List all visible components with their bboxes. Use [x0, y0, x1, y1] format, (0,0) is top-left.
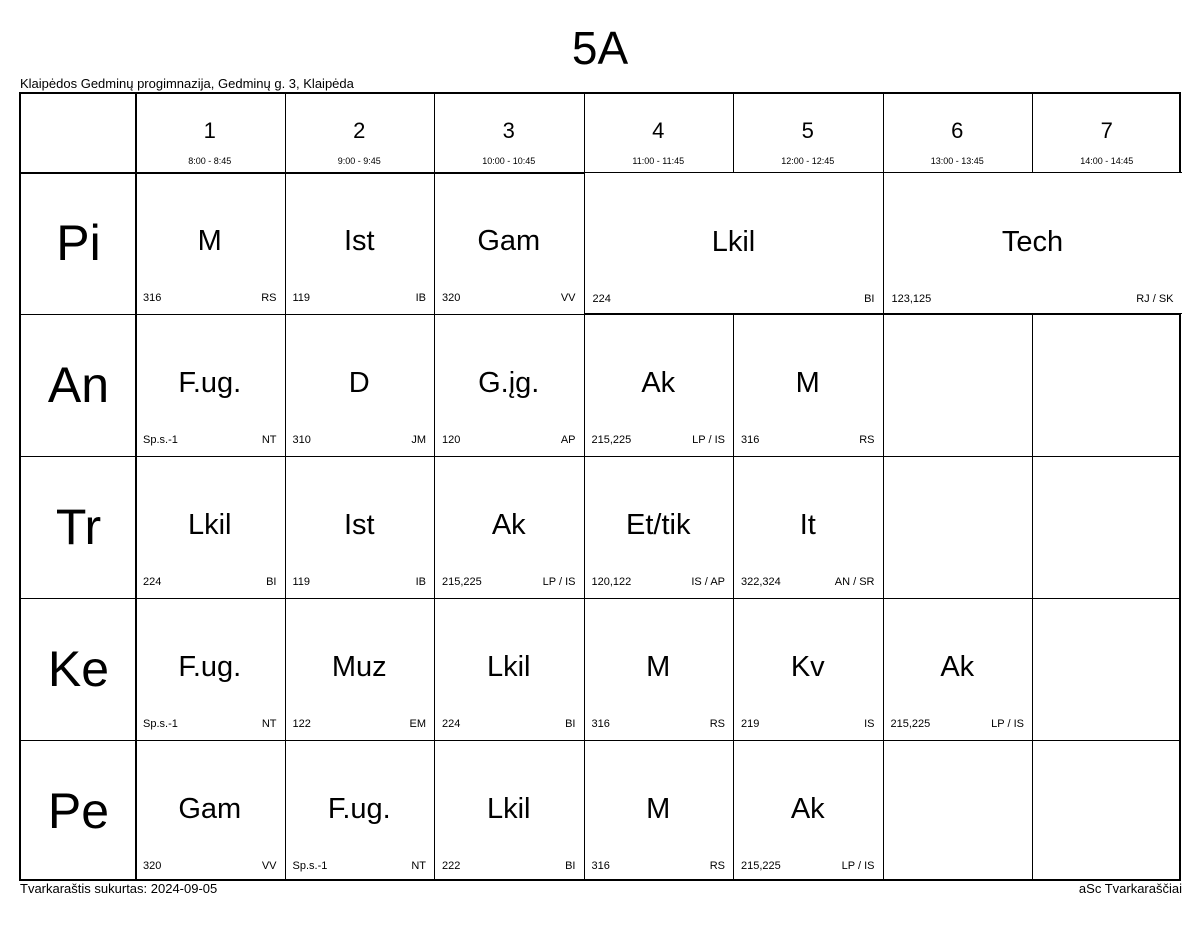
lesson-teacher: BI	[565, 718, 576, 730]
lesson-cell[interactable]	[285, 314, 435, 456]
lesson-cell[interactable]	[584, 456, 734, 598]
lesson-teacher: IS	[864, 718, 875, 730]
lesson-teacher: RS	[709, 860, 725, 872]
lesson-cell[interactable]	[285, 456, 435, 598]
lesson-cell[interactable]	[285, 740, 435, 882]
lesson-cell[interactable]	[135, 740, 285, 882]
lesson-room: 215,225	[890, 718, 931, 730]
lesson-subject: Kv	[790, 651, 825, 683]
lesson-room: 224	[442, 718, 461, 730]
lesson-subject: Muz	[331, 651, 387, 683]
lesson-subject: Gam	[178, 793, 242, 825]
lesson-room: Sp.s.-1	[292, 860, 328, 872]
lesson-subject: Ist	[343, 225, 375, 257]
period-time: 8:00 - 8:45	[188, 156, 232, 166]
lesson-teacher: IS / AP	[691, 576, 725, 588]
lesson-subject: Lkil	[486, 793, 531, 825]
lesson-room: 320	[442, 292, 461, 304]
day-label: An	[47, 357, 110, 413]
lesson-room: 119	[292, 576, 311, 588]
lesson-subject: F.ug.	[178, 651, 242, 683]
lesson-room: 120,122	[591, 576, 632, 588]
day-label: Pi	[56, 215, 101, 271]
period-time: 14:00 - 14:45	[1080, 156, 1134, 166]
lesson-teacher: NT	[411, 860, 426, 872]
lesson-subject: Ist	[343, 509, 375, 541]
day-label: Pe	[47, 783, 110, 839]
lesson-subject: F.ug.	[327, 793, 391, 825]
lesson-teacher: LP / IS	[692, 434, 725, 446]
lesson-subject: D	[348, 367, 370, 399]
lesson-subject: Lkil	[187, 509, 232, 541]
lesson-room: 215,225	[741, 860, 781, 872]
lesson-teacher: AN / SR	[834, 576, 875, 588]
lesson-cell[interactable]	[584, 172, 883, 314]
period-number: 2	[353, 118, 366, 143]
lesson-subject: Gam	[477, 225, 541, 257]
lesson-teacher: NT	[261, 718, 277, 730]
lesson-teacher: EM	[409, 718, 426, 730]
lesson-cell[interactable]	[733, 314, 883, 456]
lesson-room: 215,225	[591, 434, 632, 446]
lesson-room: 316	[591, 860, 610, 872]
lesson-room: 316	[741, 434, 760, 446]
lesson-teacher: IB	[415, 576, 426, 588]
lesson-subject: Lkil	[486, 651, 531, 683]
period-header	[584, 94, 734, 172]
period-time: 12:00 - 12:45	[781, 156, 835, 166]
lesson-subject: M	[646, 651, 671, 683]
created-date: Tvarkaraštis sukurtas: 2024-09-05	[20, 881, 218, 896]
lesson-subject: Ak	[940, 651, 975, 683]
lesson-teacher: AP	[560, 434, 576, 446]
school-name: Klaipėdos Gedminų progimnazija, Gedminų g. 3, Klaipėda	[20, 76, 354, 91]
lesson-room: 224	[592, 293, 611, 305]
lesson-cell[interactable]	[434, 598, 584, 740]
lesson-subject: Et/tik	[626, 509, 691, 541]
lesson-cell[interactable]	[285, 172, 435, 314]
period-header	[1032, 94, 1182, 172]
lesson-subject: It	[799, 509, 816, 541]
lesson-room: 316	[591, 718, 610, 730]
lesson-subject: M	[646, 793, 671, 825]
lesson-cell[interactable]	[434, 740, 584, 882]
lesson-teacher: BI	[565, 860, 576, 872]
lesson-teacher: JM	[411, 434, 426, 446]
period-number: 1	[203, 118, 216, 143]
lesson-subject: Lkil	[711, 226, 756, 258]
period-header	[883, 94, 1033, 172]
lesson-teacher: LP / IS	[542, 576, 576, 588]
lesson-cell[interactable]	[883, 598, 1033, 740]
lesson-teacher: LP / IS	[991, 718, 1024, 730]
lesson-subject: M	[795, 367, 820, 399]
period-time: 13:00 - 13:45	[930, 156, 984, 166]
lesson-subject: Ak	[641, 367, 676, 399]
period-time: 11:00 - 11:45	[632, 156, 685, 166]
lesson-room: 320	[143, 860, 162, 872]
period-number: 4	[652, 118, 665, 143]
period-header	[733, 94, 883, 172]
day-label: Tr	[55, 499, 102, 555]
period-number: 7	[1100, 118, 1113, 143]
lesson-teacher: BI	[864, 293, 875, 305]
lesson-subject: Ak	[790, 793, 825, 825]
lesson-teacher: RS	[261, 292, 277, 304]
lesson-cell[interactable]	[135, 172, 285, 314]
period-time: 10:00 - 10:45	[482, 156, 536, 166]
lesson-teacher: NT	[261, 434, 277, 446]
lesson-room: 119	[292, 292, 311, 304]
lesson-cell[interactable]	[434, 314, 584, 456]
lesson-room: Sp.s.-1	[143, 718, 178, 730]
period-number: 3	[502, 118, 515, 143]
lesson-cell[interactable]	[135, 456, 285, 598]
generator-credit: aSc Tvarkaraščiai	[1078, 881, 1182, 896]
lesson-teacher: LP / IS	[841, 860, 875, 872]
lesson-cell[interactable]	[434, 172, 584, 314]
period-header	[285, 94, 435, 172]
lesson-subject: Tech	[1001, 226, 1064, 258]
page-title: 5A	[571, 22, 629, 74]
lesson-room: 316	[143, 292, 162, 304]
period-number: 6	[951, 118, 964, 143]
lesson-teacher: BI	[266, 576, 277, 588]
lesson-cell[interactable]	[883, 172, 1182, 314]
timetable-grid	[19, 92, 1181, 881]
lesson-subject: Ak	[491, 509, 526, 541]
period-number: 5	[801, 118, 814, 143]
lesson-cell[interactable]	[733, 598, 883, 740]
lesson-cell[interactable]	[434, 456, 584, 598]
lesson-room: 120	[442, 434, 461, 446]
lesson-room: 123,125	[891, 293, 932, 305]
lesson-room: 122	[292, 718, 311, 730]
period-time: 9:00 - 9:45	[337, 156, 381, 166]
lesson-room: 224	[143, 576, 162, 588]
lesson-teacher: RS	[859, 434, 875, 446]
period-header	[434, 94, 584, 172]
lesson-room: 215,225	[442, 576, 482, 588]
lesson-subject: F.ug.	[178, 367, 242, 399]
lesson-room: 222	[442, 860, 461, 872]
lesson-cell[interactable]	[135, 598, 285, 740]
period-header	[135, 94, 285, 172]
lesson-cell[interactable]	[135, 314, 285, 456]
lesson-teacher: RJ / SK	[1136, 293, 1174, 305]
lesson-teacher: IB	[415, 292, 426, 304]
lesson-teacher: VV	[560, 292, 576, 304]
lesson-subject: M	[197, 225, 222, 257]
lesson-cell[interactable]	[584, 598, 734, 740]
lesson-room: 322,324	[741, 576, 781, 588]
lesson-cell[interactable]	[584, 314, 734, 456]
lesson-teacher: VV	[261, 860, 277, 872]
lesson-room: Sp.s.-1	[143, 434, 178, 446]
lesson-subject: G.įg.	[478, 367, 540, 399]
lesson-cell[interactable]	[584, 740, 734, 882]
lesson-cell[interactable]	[733, 456, 883, 598]
lesson-teacher: RS	[709, 718, 725, 730]
lesson-room: 310	[292, 434, 311, 446]
lesson-cell[interactable]	[285, 598, 435, 740]
lesson-room: 219	[741, 718, 760, 730]
day-label: Ke	[47, 641, 110, 697]
lesson-cell[interactable]	[733, 740, 883, 882]
